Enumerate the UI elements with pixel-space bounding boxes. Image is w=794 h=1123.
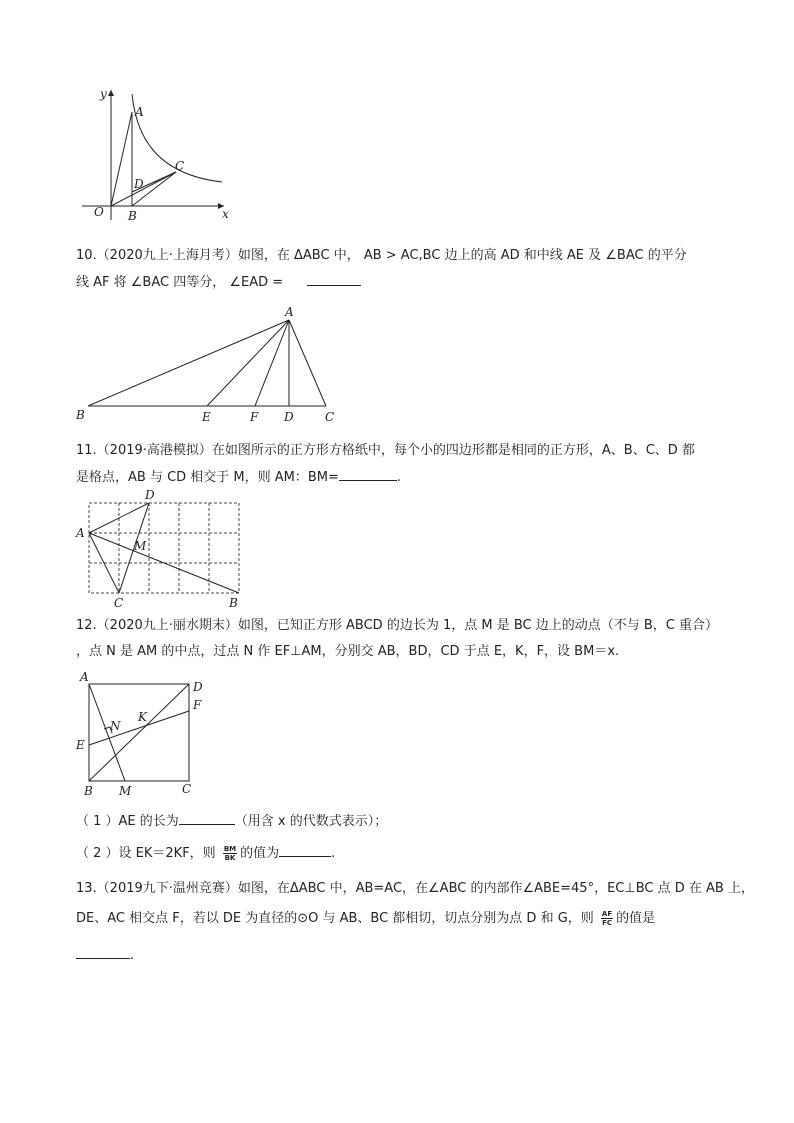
q13-l3-end: . [130,948,135,963]
label-c: C [175,159,185,173]
label-k: K [138,710,147,724]
q13-line-1: 13.（2019九下·温州竞赛）如图，在ΔABC 中，AB=AC，在∠ABC 的内部作∠ABE=45°，EC⊥BC 点 D 在 AB 上， [76,881,754,896]
segment-ae [207,320,289,406]
q11-line-2 [76,468,401,487]
label-e: E [202,410,211,424]
q12-line-1: 12.（2020九上·丽水期末）如图，已知正方形 ABCD 的边长为 1，点 M 是 BC 边上的动点（不与 B，C 重合） [76,618,719,633]
q10-line-2-text: 线 AF 将 ∠BAC 四等分， ∠EAD = [76,275,284,290]
label-e: E [76,738,85,752]
label-c: C [325,410,335,424]
q10-line-2 [76,273,361,292]
square-figure-q12 [72,669,222,801]
label-b: B [128,209,137,223]
graph-figure-q9 [74,84,244,224]
q12-s2-prefix: （ 2 ）设 EK＝2KF，则 [76,846,216,861]
q12-s2-end: . [331,846,336,861]
label-c: C [114,596,124,609]
grid-figure-q11 [72,487,252,609]
q13-fraction [601,910,613,927]
fraction-numerator: AF [601,910,613,918]
fraction-denominator: FC [602,919,612,927]
q11-line-1: 11.（2019·高港模拟）在如图所示的正方形方格纸中，每个小的四边形都是相同的正方形，A、B、C、D 都 [76,443,695,458]
label-b: B [76,408,85,422]
q12-s2-suffix: 的值为 [240,846,280,861]
segment-oa [111,112,132,206]
label-f: F [250,410,259,424]
q12-s2-answer-blank[interactable] [279,844,331,857]
q10-answer-blank[interactable] [307,273,361,286]
label-n: N [110,719,121,733]
grid-lines [89,503,239,593]
segment-ba [88,320,289,406]
label-b: B [229,596,238,609]
label-o: O [94,205,104,219]
label-m: M [134,539,147,553]
label-f: F [193,698,202,712]
q11-line-2-text: 是格点，AB 与 CD 相交于 M，则 AM：BM= [76,470,339,485]
q13-line-3 [76,946,134,965]
q12-s1-prefix: （ 1 ）AE 的长为 [76,814,179,829]
q10-line-1: 10.（2020九上·上海月考）如图，在 ΔABC 中， AB > AC,BC 边上的高 AD 和中线 AE 及 ∠BAC 的平分 [76,248,687,263]
q13-answer-blank[interactable] [76,946,130,959]
q13-l2-suffix: 的值是 [616,911,656,926]
label-b: B [84,784,93,798]
label-d: D [193,680,203,694]
label-d: D [145,488,155,502]
q11-line-2-end: . [396,470,402,485]
q11-answer-blank[interactable] [339,468,397,481]
q12-subquestion-2 [76,844,335,863]
label-a: A [285,305,294,319]
triangle-figure-q10 [72,304,342,426]
label-a: A [135,105,144,119]
label-c: C [182,782,192,796]
q13-line-2 [76,910,655,928]
q12-s1-suffix: （用含 x 的代数式表示）； [234,814,388,829]
q13-l2-prefix: DE、AC 相交点 F，若以 DE 为直径的⊙O 与 AB、BC 都相切，切点分别为点 D 和 G，则 [76,911,594,926]
y-axis-arrow [108,90,114,96]
label-m: M [119,784,132,798]
label-a: A [76,526,85,540]
q12-line-2: ，点 N 是 AM 的中点，过点 N 作 EF⊥AM，分别交 AB，BD，CD 于点 E，K，F，设 BM＝x. [76,644,620,659]
diagonal-bd [89,684,189,781]
label-d: D [134,177,144,191]
q12-s2-fraction [223,845,237,862]
label-d: D [284,410,294,424]
label-x: x [222,207,229,221]
fraction-denominator: BK [224,854,236,862]
label-a: A [80,670,89,684]
q12-subquestion-1 [76,812,387,831]
label-y: y [100,87,107,101]
segment-ac [289,320,326,406]
fraction-numerator: BM [223,845,237,853]
q12-s1-answer-blank[interactable] [179,812,235,825]
